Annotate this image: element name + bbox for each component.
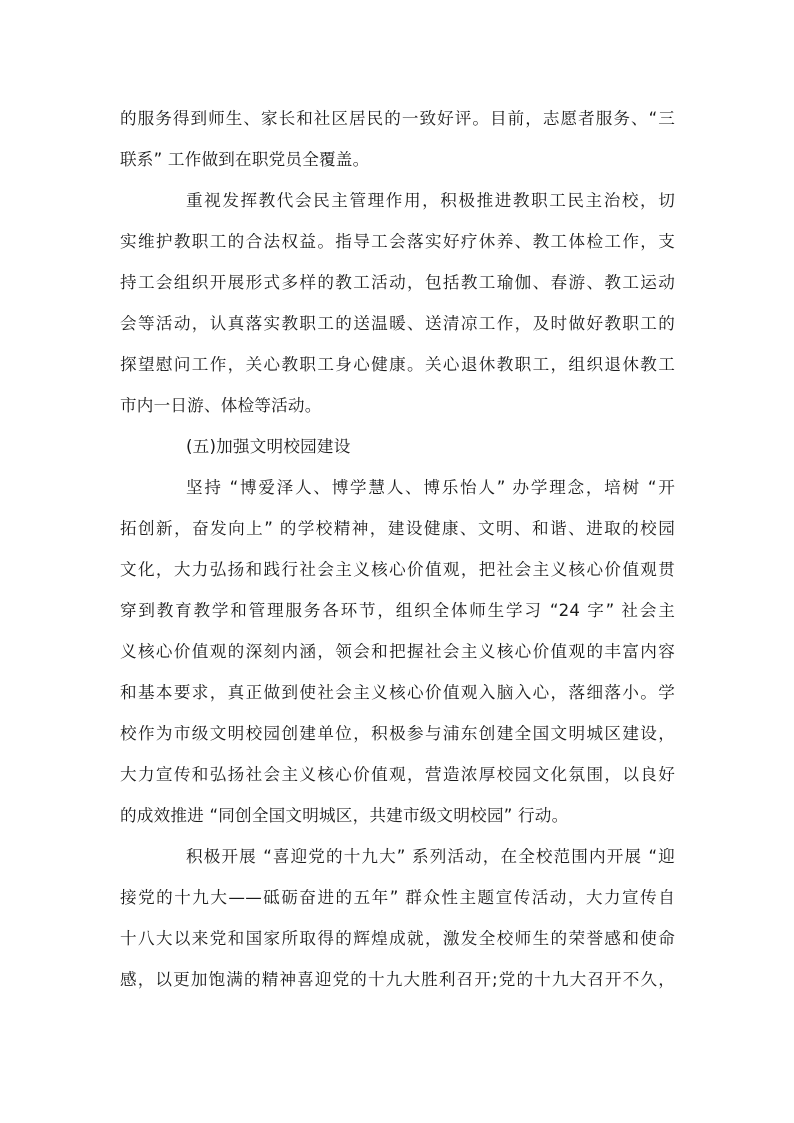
text-line: 校作为市级文明校园创建单位，积极参与浦东创建全国文明城区建设，: [120, 724, 675, 743]
paragraph-start-line: 积极开展 “喜迎党的十九大” 系列活动，在全校范围内开展 “迎: [186, 847, 675, 866]
text-line: 十八大以来党和国家所取得的辉煌成就，激发全校师生的荣誉感和使命: [120, 929, 675, 948]
section-heading: (五)加强文明校园建设: [186, 437, 351, 456]
text-line: 会等活动，认真落实教职工的送温暖、送清凉工作，及时做好教职工的: [120, 314, 675, 333]
text-line: 感，以更加饱满的精神喜迎党的十九大胜利召开;党的十九大召开不久，: [120, 970, 675, 989]
text-line: 持工会组织开展形式多样的教工活动，包括教工瑜伽、春游、教工运动: [120, 273, 675, 292]
text-line: 大力宣传和弘扬社会主义核心价值观，营造浓厚校园文化氛围，以良好: [120, 765, 675, 784]
text-line: 义核心价值观的深刻内涵，领会和把握社会主义核心价值观的丰富内容: [120, 642, 675, 661]
text-line: 实维护教职工的合法权益。指导工会落实好疗休养、教工体检工作，支: [120, 232, 675, 251]
document-body: [120, 98, 675, 1000]
text-line: 接党的十九大——砥砺奋进的五年” 群众性主题宣传活动，大力宣传自: [120, 888, 675, 907]
text-line: 市内一日游、体检等活动。: [120, 396, 322, 415]
paragraph-start-line: 重视发挥教代会民主管理作用，积极推进教职工民主治校，切: [186, 191, 675, 210]
text-line: 穿到教育教学和管理服务各环节，组织全体师生学习 “24 字” 社会主: [120, 601, 675, 620]
text-line: 文化，大力弘扬和践行社会主义核心价值观，把社会主义核心价值观贯: [120, 560, 675, 579]
text-line: 联系” 工作做到在职党员全覆盖。: [120, 150, 370, 169]
text-line: 和基本要求，真正做到使社会主义核心价值观入脑入心，落细落小。学: [120, 683, 675, 702]
text-line: 的成效推进 “同创全国文明城区，共建市级文明校园” 行动。: [120, 806, 569, 825]
text-line: 的服务得到师生、家长和社区居民的一致好评。目前，志愿者服务、“三: [120, 109, 675, 128]
text-line: 拓创新，奋发向上” 的学校精神，建设健康、文明、和谐、进取的校园: [120, 519, 675, 538]
paragraph-start-line: 坚持 “博爱泽人、博学慧人、博乐怡人” 办学理念，培树 “开: [186, 478, 675, 497]
text-line: 探望慰问工作，关心教职工身心健康。关心退休教职工，组织退休教工: [120, 355, 675, 374]
